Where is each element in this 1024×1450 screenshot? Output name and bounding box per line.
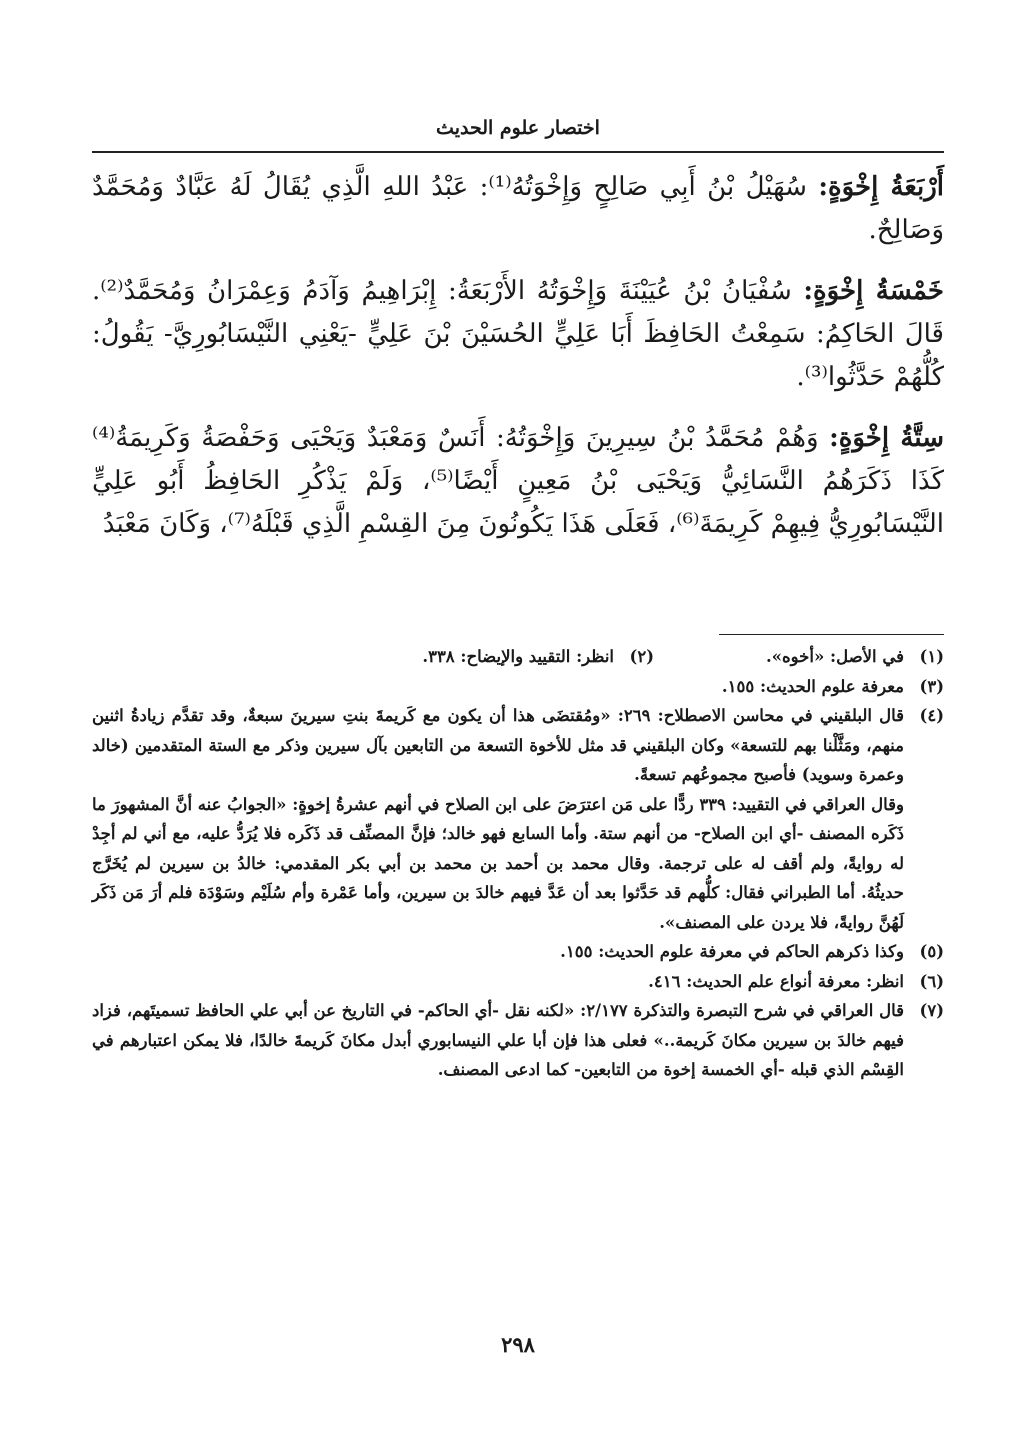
footnotes — [92, 642, 944, 1085]
footnote-text: قال العراقي في شرح التبصرة والتذكرة ٢/١٧٧: «لكنه نقل -أي الحاكم- في التاريخ عن أبي علي الحافظ تسميتَهم، فزاد فيهم خالدَ بن سيرين مكانَ كَريمة..» فعلى هذا فإن أبا علي النيسابوري أبدل مكانَ كَريمةَ خالدًا، فلا يمكن اعتبارهم في القِسْم الذي قبله -أي الخمسة إخوة من التابعين- كما ادعى المصنف. — [92, 1001, 904, 1079]
paragraph-lead: أَرْبَعَةُ إِخْوَةٍ: — [818, 172, 944, 202]
footnote-text: وقال العراقي في التقييد: ٣٣٩ ردًّا على مَن اعترَضَ على ابن الصلاح في أنهم عشرةُ إخوةٍ: «الجوابُ عنه أنَّ المشهورَ ما ذَكَره المصنف -أي ابن الصلاح- من أنهم ستة. وأما السابع فهو خالد؛ فإنَّ المصنِّف قد ذَكَره فلا يُرَدُّ عليه، مع أني لم أجِدْ له روايةً، ولم أقف له على ترجمة. وقال محمد بن أحمد بن محمد بن أبي بكر المقدمي: خالدُ بن سيرين لم يُخَرَّج حديثُهُ. أما الطبراني فقال: كلُّهم قد حَدَّثوا بعد أن عَدَّ فيهم خالدَ بن سيرين، وأما عَمْرة وأم سُلَيْم وسَوْدَة فلم أرَ مَن ذَكَر لَهُنَّ روايةً، فلا يردن على المصنف». — [92, 794, 904, 932]
footnote-text: انظر: التقييد والإيضاح: ٣٣٨. — [422, 647, 614, 666]
footnote-number: (٦) — [919, 971, 944, 991]
footnote-7 — [92, 996, 944, 1085]
paragraph-six-brothers — [92, 417, 944, 546]
footnote-number: (٤) — [919, 706, 944, 725]
footnote-2 — [422, 642, 654, 672]
footnote-1 — [654, 642, 944, 672]
footnote-number: (١) — [919, 647, 944, 666]
footnote-text: انظر: معرفة أنواع علم الحديث: ٤١٦. — [648, 971, 904, 991]
page-number: ٢٩٨ — [501, 1332, 535, 1357]
running-header-title: اختصار علوم الحديث — [436, 117, 600, 139]
footnote-text: في الأصل: «أخوه». — [765, 647, 904, 666]
paragraph-four-brothers — [92, 166, 944, 252]
footnote-text: معرفة علوم الحديث: ١٥٥. — [721, 676, 904, 696]
header-rule — [92, 151, 944, 153]
footnote-text: وكذا ذكرهم الحاكم في معرفة علوم الحديث: ١٥٥. — [560, 942, 904, 961]
book-page — [92, 0, 944, 1450]
footnote-6 — [92, 967, 944, 997]
paragraph-text: وَهُمْ مُحَمَّدُ بْنُ سِيرِينَ وَإِخْوَتُهُ: أَنَسٌ وَمَعْبَدٌ وَيَحْيَى وَحَفْصَةُ وَكَرِيمَةُ⁽⁴⁾ كَذَا ذَكَرَهُمُ النَّسَائِيُّ وَيَحْيَى بْنُ مَعِينٍ أَيْضًا⁽⁵⁾، وَلَمْ يَذْكُرِ الحَافِظُ أَبُو عَلِيٍّ النَّيْسَابُورِيُّ فِيهِمْ كَرِيمَةَ⁽⁶⁾، فَعَلَى هَذَا يَكُونُونَ مِنَ القِسْمِ الَّذِي قَبْلَهُ⁽⁷⁾، وَكَانَ مَعْبَدُ — [92, 423, 944, 539]
main-text — [92, 166, 944, 564]
footnote-separator — [719, 634, 944, 635]
footnote-pair-row — [92, 642, 944, 672]
footnote-number: (٣) — [919, 676, 944, 696]
footnote-text: قال البلقيني في محاسن الاصطلاح: ٢٦٩: «ومُقتضَى هذا أن يكون مع كَريمةَ بنتِ سيرينَ سبعةٌ، وقد تقدَّم زيادةُ اثنين منهم، ومَثَّلْنا بهم للتسعة» وكان البلقيني قد مثل للأخوة التسعة من التابعين بآل سيرين وذكر مع الستة المتقدمين (خالد وعمرة وسويد) فأصبح مجموعُهم تسعةً. — [92, 706, 905, 784]
paragraph-text: سُفْيَانُ بْنُ عُيَيْنَةَ وَإِخْوَتُهُ الأَرْبَعَةُ: إِبْرَاهِيمُ وَآدَمُ وَعِمْرَانُ وَمُحَمَّدٌ⁽²⁾. قَالَ الحَاكِمُ: سَمِعْتُ الحَافِظَ أَبَا عَلِيٍّ الحُسَيْنَ بْنَ عَلِيٍّ -يَعْنِي النَّيْسَابُورِيَّ- يَقُولُ: كُلُّهُمْ حَدَّثُوا⁽³⁾. — [92, 276, 944, 392]
footnote-number: (٥) — [919, 942, 944, 961]
footnote-3 — [92, 672, 944, 702]
paragraph-five-brothers — [92, 270, 944, 399]
paragraph-lead: خَمْسَةُ إِخْوَةٍ: — [803, 276, 944, 306]
footnote-number: (٧) — [919, 1001, 944, 1020]
paragraph-text: سُهَيْلُ بْنُ أَبِي صَالِحٍ وَإِخْوَتُهُ⁽¹⁾: عَبْدُ اللهِ الَّذِي يُقَالُ لَهُ عَبَّادٌ وَمُحَمَّدٌ وَصَالِحٌ. — [92, 172, 944, 245]
footnote-5 — [92, 937, 944, 967]
paragraph-lead: سِتَّةُ إِخْوَةٍ: — [829, 423, 945, 453]
footnote-number: (٢) — [629, 647, 654, 666]
footnote-4 — [92, 701, 944, 937]
